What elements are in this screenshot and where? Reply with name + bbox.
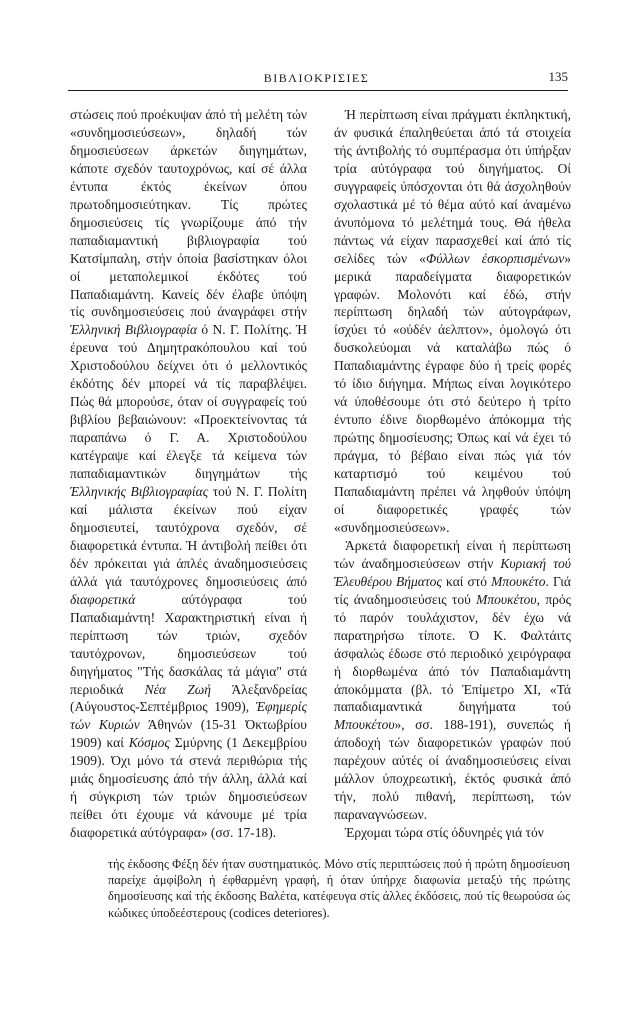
text-run: Άθηνών (15-31 Όκτωβρίου 1909) καί — [70, 717, 307, 751]
italic-title: Μπουκέτου — [476, 591, 537, 607]
footnote: τής έκδοσης Φέξη δέν ήταν συστηματικός. Μόνο στίς περιπτώσεις πού ή πρώτη δημοσίευση παρείχε άμφίβολη ή έφθαρμένη γραφή, ή όταν ύπήρχε διαφωνία μεταξύ τής πρώτης δημοσίευσης καί τής έκδοσης Βαλέτα, κατέφευγα στίς άλλες έκδόσεις, πού τίς θεωρούσα ώς κώδικες ύποδεέστερους (codices deteriores). — [108, 857, 570, 920]
italic-title: Έλληνικής Βιβλιογραφίας — [70, 484, 209, 500]
text-run: Άλεξανδρείας (Αύγουστος-Σεπτέμβριος 1909), — [70, 681, 307, 715]
text-run: », σσ. 188-191), συνεπώς ή άποδοχή τών διαφορετικών γραφών πού παρέχουν αύτές οί άναδημοσιεύσεις είναι μάλλον ύποχρεωτική, έκτός φυσικά άπό τήν, πολύ πιθανή, περίπτωση, τών παραναγνώσεων. — [334, 717, 571, 823]
italic-title: Μπουκέτου — [334, 717, 395, 733]
paragraph — [334, 537, 571, 824]
text-run: . Γιά τίς άναδημοσιεύσεις τού — [334, 573, 572, 607]
italic-title: Νέα Ζωή — [144, 681, 212, 697]
page-number: 135 — [548, 69, 568, 84]
italic-title: Κυριακή τού Έλευθέρου Βήματος — [334, 555, 571, 589]
italic-title: Μπουκέτο — [491, 573, 546, 589]
text-run: Σμύρνης (1 Δεκεμβρίου 1909). Όχι μόνο τά στενά περιθώρια τής μιάς δημοσίευσης άπό τήν άλλη, άλλά καί ή σύγκριση τών τριών δημοσιεύσεων πείθει ότι έχουμε νά κάνουμε μέ τρία διαφορετικά αύτόγραφα» (σσ. 17-18). — [70, 735, 307, 841]
italic-title: Έλληνική Βιβλιογραφία — [70, 322, 198, 338]
running-title: ΒΙΒΛΙΟΚΡΙΣΙΕΣ — [263, 71, 370, 85]
text-run: Ή περίπτωση είναι πράγματι έκπληκτική, άν φυσικά έπαληθεύεται άπό τά στοιχεία τής άντιβολής τό συμπέρασμα ότι ύπήρξαν τρία αύτόγραφα τού διηγήματος. Οί συγγραφείς ύπόσχονται ότι θά άσχοληθούν σχολαστικά μέ τό θέμα αύτό καί άναμένω άνυπόμονα τό μελέτημά τους. Θά ήθελα πάντως νά είχαν παρασχεθεί καί άπό τίς σελίδες τών « — [334, 107, 571, 266]
italic-title: Κόσμος — [128, 735, 170, 751]
text-run: Άρκετά διαφορετική είναι ή περίπτωση τών άναδημοσιεύσεων στήν — [334, 537, 571, 571]
text-run: καί στό — [441, 573, 492, 589]
italic-title: Φύλλων έσκορπισμένων — [425, 250, 565, 266]
paragraph — [334, 106, 571, 537]
header-rule — [68, 90, 568, 91]
text-run: ό Ν. Γ. Πολίτης. Ή έρευνα τού Δημητρακόπουλου καί τού Χριστοδούλου δείχνει ότι ό μελλοντικός έκδότης δέν μπορεί νά τίς παραβλέψει. Πώς θά μπορούσε, όταν οί συγγραφείς τού βιβλίου βεβαιώνουν: «Προεκτείνοντας τά παραπάνω ό Γ. Α. Χριστοδούλου κατέγραψε καί έλεγξε τά κείμενα τών παπαδιαμαντικών διηγημάτων τής — [70, 322, 307, 482]
italic-emphasis: διαφορετικά — [70, 591, 136, 607]
text-run: τού Ν. Γ. Πολίτη καί μάλιστα έκείνων πού είχαν δημοσιευτεί, ταυτόχρονα σχεδόν, σέ διαφορετικά έντυπα. Ή άντιβολή πείθει ότι δέν πρόκειται γιά άπλές άναδημοσιεύσεις άλλά γιά ταυτόχρονες δημοσιεύσεις άπό — [70, 484, 307, 589]
text-run: , πρός τό παρόν τουλάχιστον, δέν έχω νά παρατηρήσω τίποτε. Ό Κ. Φαλτάιτς άσφαλώς έδωσε στό περιοδικό χειρόγραφα ή διορθωμένα άπό τόν Παπαδιαμάντη άποκόμματα (βλ. τό Έπίμετρο XI, «Τά παπαδιαμαντικά διηγήματα τού — [334, 591, 571, 715]
text-run: Έρχομαι τώρα στίς όδυνηρές γιά τόν — [345, 825, 544, 841]
text-run: στώσεις πού προέκυψαν άπό τή μελέτη τών «συνδημοσιεύσεων», δηλαδή τών δημοσιεύσεων άρκετών διηγημάτων, κάποτε σχεδόν ταυτοχρόνως, καί σέ άλλα έντυπα έκτός έκείνων όπου πρωτοδημοσιεύτηκαν. Τίς πρώτες δημοσιεύσεις τίς γνωρίζουμε άπό τήν παπαδιαμαντική βιβλιογραφία τού Κατσίμπαλη, στήν όποία βασίστηκαν όλοι οί μεταπολεμικοί έκδότες τού Παπαδιαμάντη. Κανείς δέν έλαβε ύπόψη τίς συνδημοσιεύσεις πού άναγράφει στήν — [70, 107, 307, 320]
left-column — [70, 106, 307, 842]
italic-title: Έφημερίς τών Κυριών — [70, 699, 307, 733]
right-column — [334, 106, 571, 842]
paragraph — [334, 824, 571, 842]
paragraph — [70, 106, 307, 842]
text-run: » μερικά παραδείγματα διαφορετικών γραφών. Μολονότι καί έδώ, στήν περίπτωση δηλαδή τών αύτογράφων, ίσχύει τό «ούδέν άελπτον», όμολογώ ότι δυσκολεύομαι νά καταλάβω πώς ό Παπαδιαμάντης έγραφε δύο ή τρείς φορές τό ίδιο διήγημα. Μήπως είναι λογικότερο νά ύποθέσουμε ότι στό δεύτερο ή τρίτο έντυπο έδινε διορθωμένο άπόκομμα τής πρώτης δημοσίευσης; Όπως καί νά έχει τό πράγμα, τό βέβαιο είναι πώς γιά τόν καταρτισμό τού κειμένου τού Παπαδιαμάντη πρέπει νά ληφθούν ύπόψη οί διαφορετικές γραφές τών «συνδημοσιεύσεων». — [334, 250, 571, 535]
text-run: αύτόγραφα τού Παπαδιαμάντη! Χαρακτηριστική είναι ή περίπτωση τών τριών, σχεδόν ταυτόχρονων, δημοσιεύσεων τού διηγήματος "Τής δασκάλας τά μάγια" στά περιοδικά — [70, 591, 307, 697]
